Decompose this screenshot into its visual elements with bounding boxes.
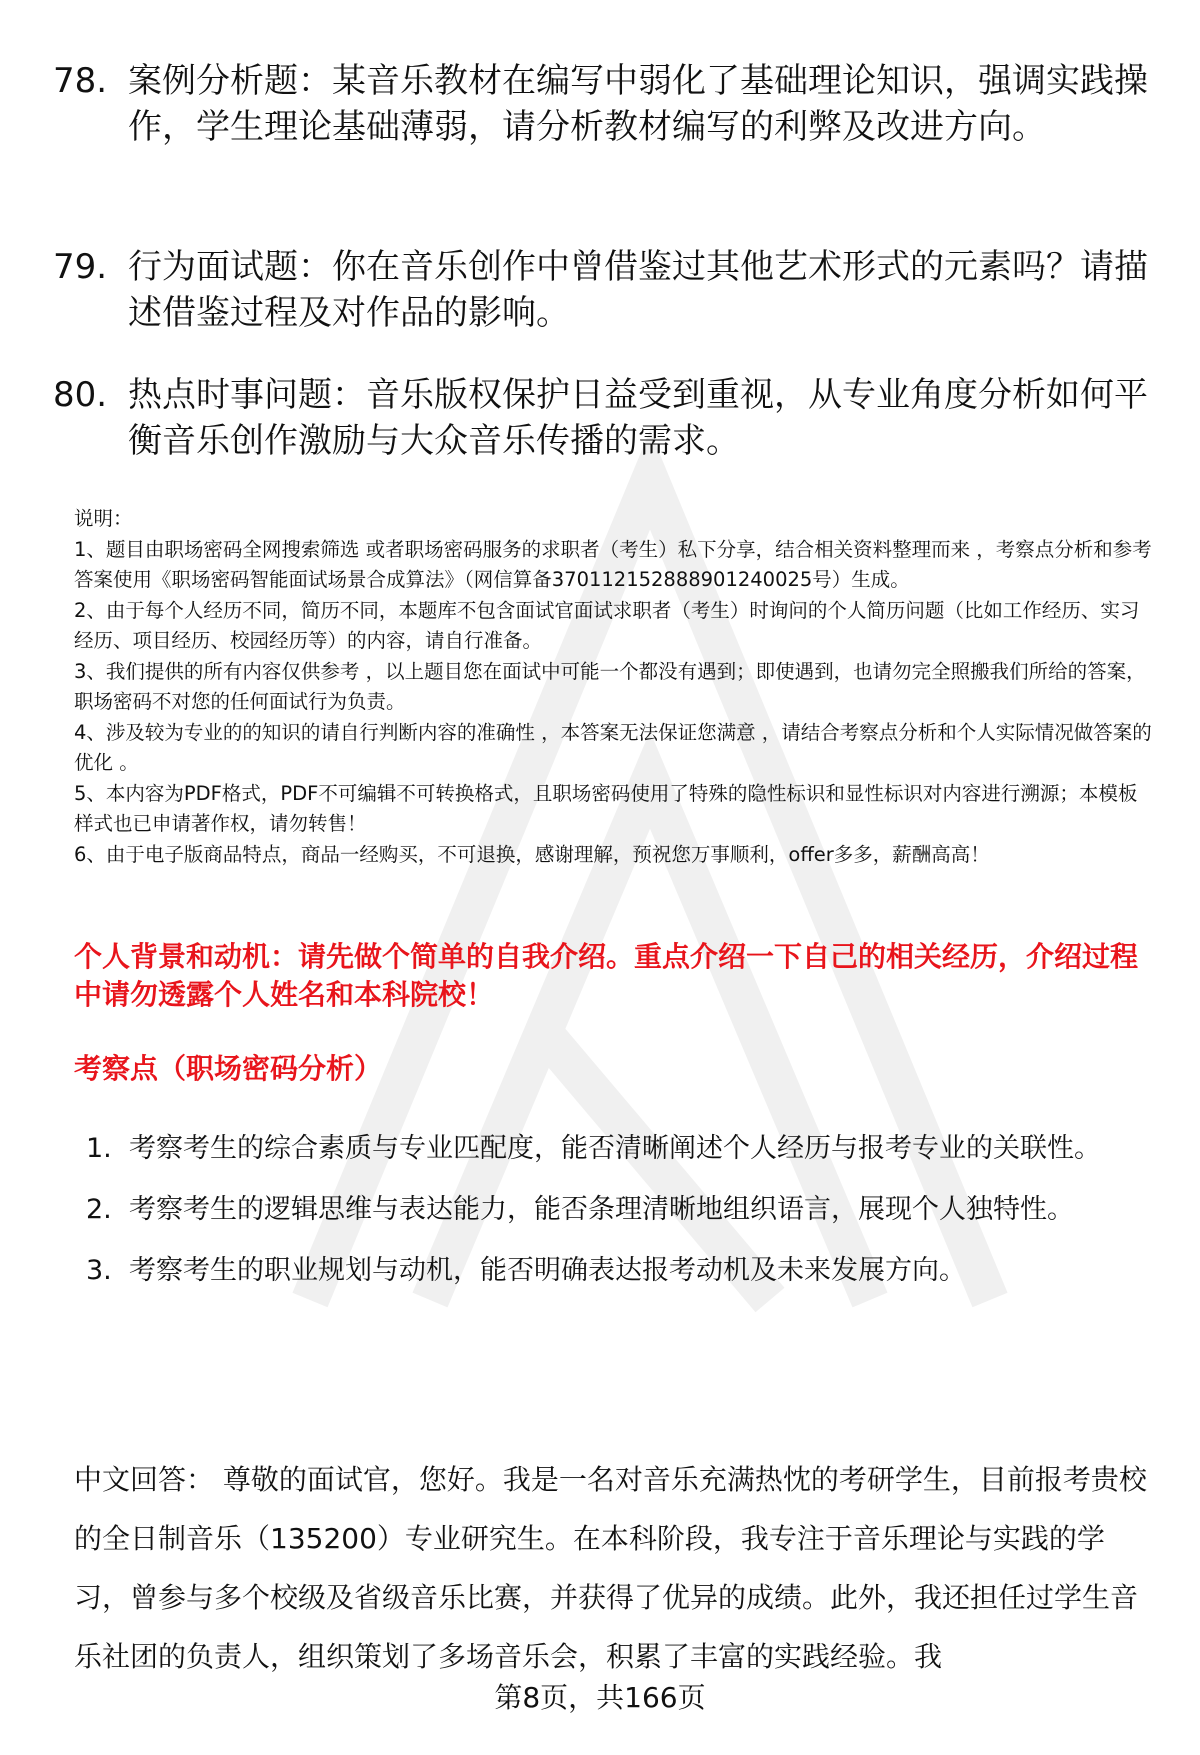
note-item: 3、我们提供的所有内容仅供参考 ，以上题目您在面试中可能一个都没有遇到；即使遇到，也请勿完全照搬我们所给的答案，职场密码不对您的任何面试行为负责。 <box>74 659 1146 713</box>
points-title: 考察点（职场密码分析） <box>74 1052 383 1085</box>
notes <box>74 504 1154 870</box>
question-78: 78. 案例分析题：某音乐教材在编写中弱化了基础理论知识，强调实践操作，学生理论基础薄弱，请分析教材编写的利弊及改进方向。 <box>53 61 1148 147</box>
page-number: 第8页，共166页 <box>494 1681 706 1714</box>
note-item: 6、由于电子版商品特点，商品一经购买，不可退换，感谢理解，预祝您万事顺利，offer多多，薪酬高高！ <box>74 842 990 866</box>
answer-text: 中文回答： 尊敬的面试官，您好。我是一名对音乐充满热忱的考研学生，目前报考贵校的全日制音乐（135200）专业研究生。在本科阶段，我专注于音乐理论与实践的学习，曾参与多个校级及省级音乐比赛，并获得了优异的成绩。此外，我还担任过学生音乐社团的负责人，组织策划了多场音乐会，积累了丰富的实践经验。我 <box>74 1463 1147 1673</box>
point-item: 2. 考察考生的逻辑思维与表达能力，能否条理清晰地组织语言，展现个人独特性。 <box>86 1194 1074 1225</box>
notes-title: 说明： <box>74 507 133 530</box>
point-item: 3. 考察考生的职业规划与动机，能否明确表达报考动机及未来发展方向。 <box>86 1255 966 1286</box>
note-item: 4、涉及较为专业的的知识的请自行判断内容的准确性 ，本答案无法保证您满意 ，请结合考察点分析和个人实际情况做答案的优化 。 <box>74 720 1152 774</box>
note-item: 2、由于每个人经历不同，简历不同，本题库不包含面试官面试求职者（考生）时询问的个人简历问题（比如工作经历、实习经历、项目经历、校园经历等）的内容，请自行准备。 <box>74 598 1140 652</box>
section-heading: 个人背景和动机：请先做个简单的自我介绍。重点介绍一下自己的相关经历，介绍过程中请勿透露个人姓名和本科院校！ <box>74 940 1139 1011</box>
note-item: 1、题目由职场密码全网搜索筛选 或者职场密码服务的求职者（考生）私下分享，结合相关资料整理而来 ，考察点分析和参考答案使用《职场密码智能面试场景合成算法》（网信算备370112152888901240025号）生成。 <box>74 537 1152 591</box>
points-list <box>74 1120 1154 1303</box>
point-item: 1. 考察考生的综合素质与专业匹配度，能否清晰阐述个人经历与报考专业的关联性。 <box>86 1133 1101 1164</box>
question-80: 80. 热点时事问题：音乐版权保护日益受到重视，从专业角度分析如何平衡音乐创作激励与大众音乐传播的需求。 <box>53 375 1148 461</box>
note-item: 5、本内容为PDF格式，PDF不可编辑不可转换格式，且职场密码使用了特殊的隐性标识和显性标识对内容进行溯源；本模板样式也已申请著作权，请勿转售！ <box>74 781 1138 835</box>
question-79: 79. 行为面试题：你在音乐创作中曾借鉴过其他艺术形式的元素吗？请描述借鉴过程及对作品的影响。 <box>53 247 1148 333</box>
